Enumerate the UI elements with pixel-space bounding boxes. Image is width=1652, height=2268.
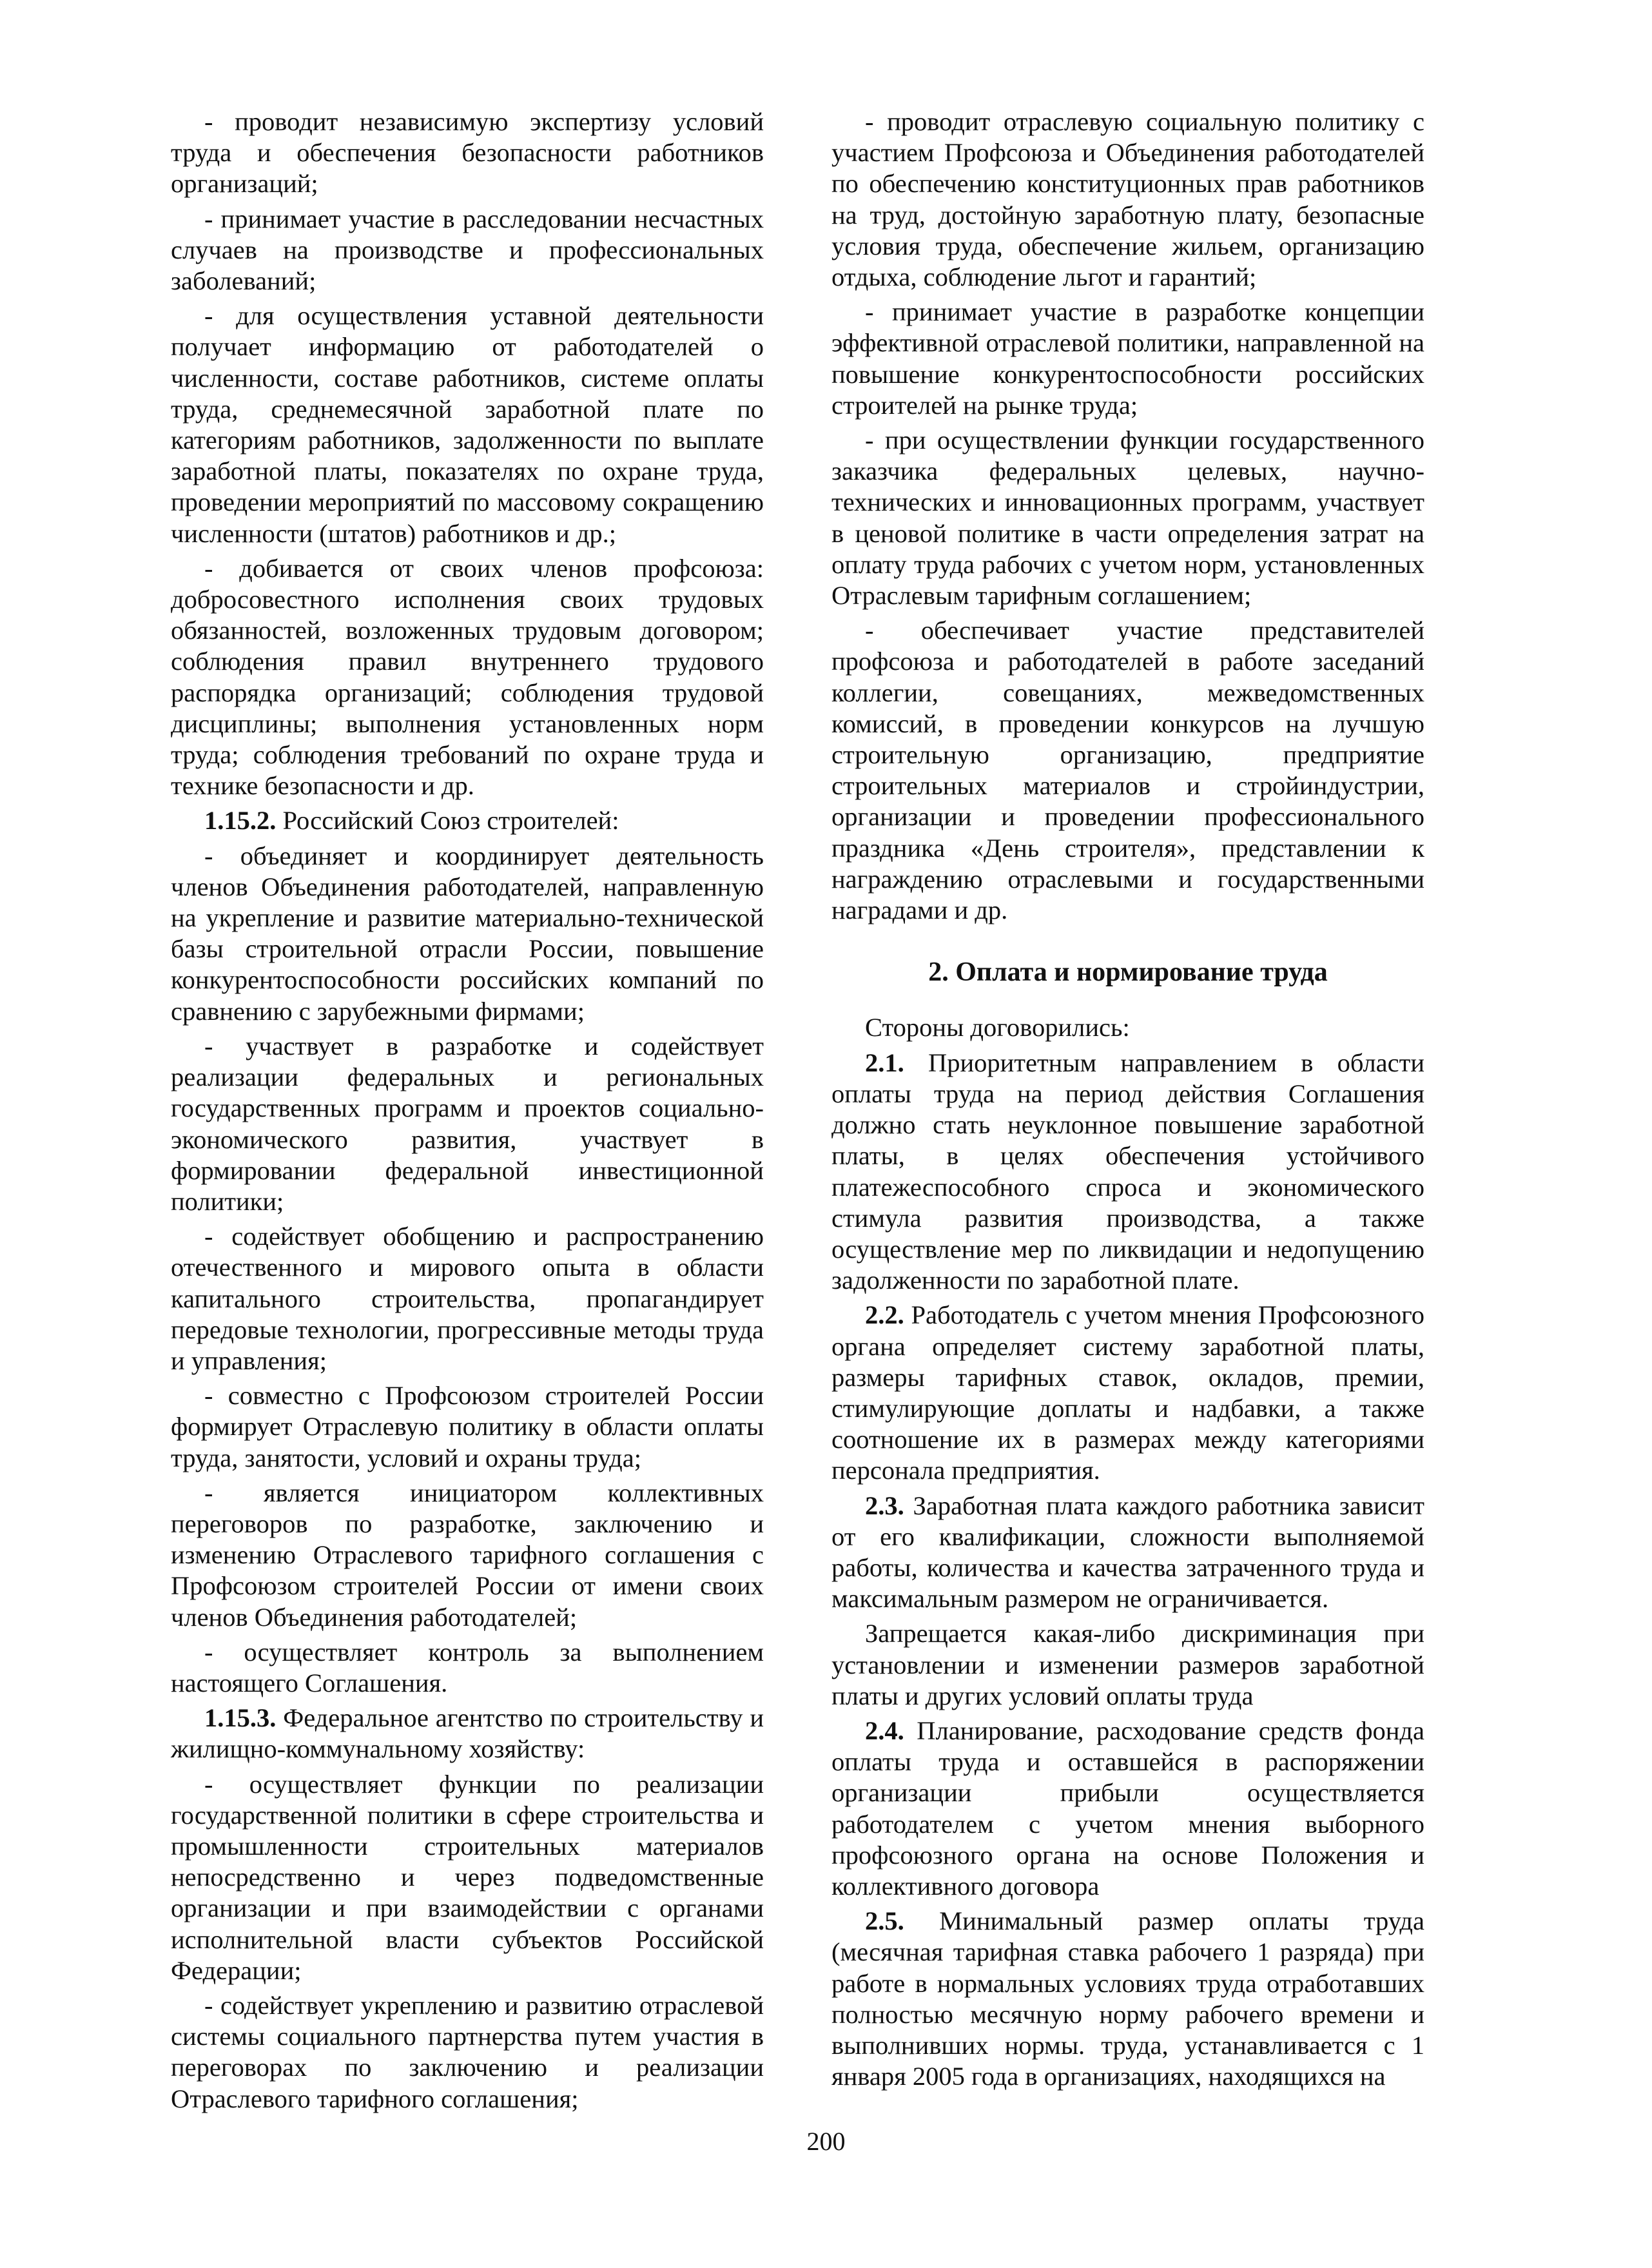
right-paragraph: 2.2. Работодатель с учетом мнения Профсоюзного органа определяет систему заработной платы, размеры тарифных ставок, окладов, премии, стимулирующие доплаты и надбавки, а также соотношение их в размерах между категориями персонала предприятия. [831, 1300, 1424, 1485]
clause-number: 2.1. [865, 1048, 904, 1077]
left-paragraph: - осуществляет функции по реализации государственной политики в сфере строительства и промышленности строительных материалов непосредственно и через подведомственные организации и при взаимодействии с органами исполнительной власти субъектов Российской Федерации; [171, 1769, 764, 1985]
clause-number: 1.15.2. [204, 806, 277, 836]
clause-number: 2.5. [865, 1906, 904, 1936]
clause-number: 2.2. [865, 1300, 904, 1330]
left-paragraph: - содействует укреплению и развитию отраслевой системы социального партнерства путем участия в переговорах по заключению и реализации Отраслевого тарифного соглашения; [171, 1990, 764, 2113]
right-paragraph: Запрещается какая-либо дискриминация при установлении и изменении размеров заработной платы и других условий оплаты труда [831, 1619, 1424, 1710]
left-paragraph: - осуществляет контроль за выполнением настоящего Соглашения. [171, 1637, 764, 1697]
right-paragraph: Стороны договорились: [865, 1013, 1130, 1042]
left-paragraph: - является инициатором коллективных переговоров по разработке, заключению и изменению Отраслевого тарифного соглашения с Профсоюзом строителей России от имени своих членов Объединения работодателей; [171, 1478, 764, 1632]
right-paragraph: - проводит отраслевую социальную политику с участием Профсоюза и Объединения работодателей по обеспечению конституционных прав работников на труд, достойную заработную плату, безопасные условия труда, обеспечение жильем, организацию отдыха, соблюдение льгот и гарантий; [831, 107, 1424, 292]
right-paragraph: 2.3. Заработная плата каждого работника зависит от его квалификации, сложности выполняемой работы, количества и качества затраченного труда и максимальным размером не ограничивается. [831, 1491, 1424, 1614]
left-paragraph: - принимает участие в расследовании несчастных случаев на производстве и профессиональных заболеваний; [171, 204, 764, 296]
right-paragraph: - принимает участие в разработке концепции эффективной отраслевой политики, направленной на повышение конкурентоспособности российских строителей на рынке труда; [831, 297, 1424, 420]
left-paragraph: 1.15.2. Российский Союз строителей: [204, 806, 619, 836]
right-paragraph: 2.4. Планирование, расходование средств фонда оплаты труда и оставшейся в распоряжении организации прибыли осуществляется работодателем с учетом мнения выборного профсоюзного органа на основе Положения и коллективного договора [831, 1716, 1424, 1901]
left-paragraph: - совместно с Профсоюзом строителей России формирует Отраслевую политику в области оплаты труда, занятости, условий и охраны труда; [171, 1381, 764, 1472]
left-paragraph: - проводит независимую экспертизу условий труда и обеспечения безопасности работников организаций; [171, 107, 764, 199]
clause-number: 2.3. [865, 1491, 904, 1520]
left-paragraph: - для осуществления уставной деятельности получает информацию от работодателей о численности, составе работников, системе оплаты труда, среднемесячной заработной плате по категориям работников, задолженности по выплате заработной платы, показателях по охране труда, проведении мероприятий по массовому сокращению численности (штатов) работников и др.; [171, 301, 764, 548]
page-number: 200 [806, 2127, 846, 2156]
right-paragraph: 2.5. Минимальный размер оплаты труда (месячная тарифная ставка рабочего 1 разряда) при работе в нормальных условиях труда отработавших полностью месячную норму рабочего времени и выполнивших нормы. труда, устанавливается с 1 января 2005 года в организациях, находящихся на [831, 1906, 1424, 2091]
right-paragraph: 2.1. Приоритетным направлением в области оплаты труда на период действия Соглашения должно стать неуклонное повышение заработной платы, в целях обеспечения устойчивого платежеспособного спроса и экономического стимула развития производства, а также осуществление мер по ликвидации и недопущению задолженности по заработной плате. [831, 1048, 1424, 1295]
left-paragraph: - добивается от своих членов профсоюза: добросовестного исполнения своих трудовых обязанностей, возложенных трудовым договором; соблюдения правил внутреннего трудового распорядка организаций; соблюдения трудовой дисциплины; выполнения установленных норм труда; соблюдения требований по охране труда и технике безопасности и др. [171, 553, 764, 801]
right-paragraph: - при осуществлении функции государственного заказчика федеральных целевых, научно-технических и инновационных программ, участвует в ценовой политике в части определения затрат на оплату труда рабочих с учетом норм, установленных Отраслевым тарифным соглашением; [831, 425, 1424, 611]
left-paragraph: 1.15.3. Федеральное агентство по строительству и жилищно-коммунальному хозяйству: [171, 1703, 764, 1764]
clause-number: 2.4. [865, 1716, 904, 1745]
right-column [831, 106, 1424, 2096]
left-paragraph: - объединяет и координирует деятельность членов Объединения работодателей, направленную на укрепление и развитие материально-технической базы строительной отрасли России, повышение конкурентоспособности российских компаний по сравнению с зарубежными фирмами; [171, 841, 764, 1026]
right-paragraph: - обеспечивает участие представителей профсоюза и работодателей в работе заседаний коллегии, совещаниях, межведомственных комиссий, в проведении конкурсов на лучшую строительную организацию, предприятие строительных материалов и стройиндустрии, организации и проведении профессионального праздника «День строителя», представлении к награждению отраслевыми и государственными наградами и др. [831, 616, 1424, 925]
section-heading: 2. Оплата и нормирование труда [928, 957, 1328, 988]
left-column [171, 106, 764, 2118]
left-paragraph: - содействует обобщению и распространению отечественного и мирового опыта в области капитального строительства, пропагандирует передовые технологии, прогрессивные методы труда и управления; [171, 1222, 764, 1375]
left-paragraph: - участвует в разработке и содействует реализации федеральных и региональных государственных программ и проектов социально-экономического развития, участвует в формировании федеральной инвестиционной политики; [171, 1031, 764, 1216]
clause-number: 1.15.3. [204, 1703, 277, 1733]
